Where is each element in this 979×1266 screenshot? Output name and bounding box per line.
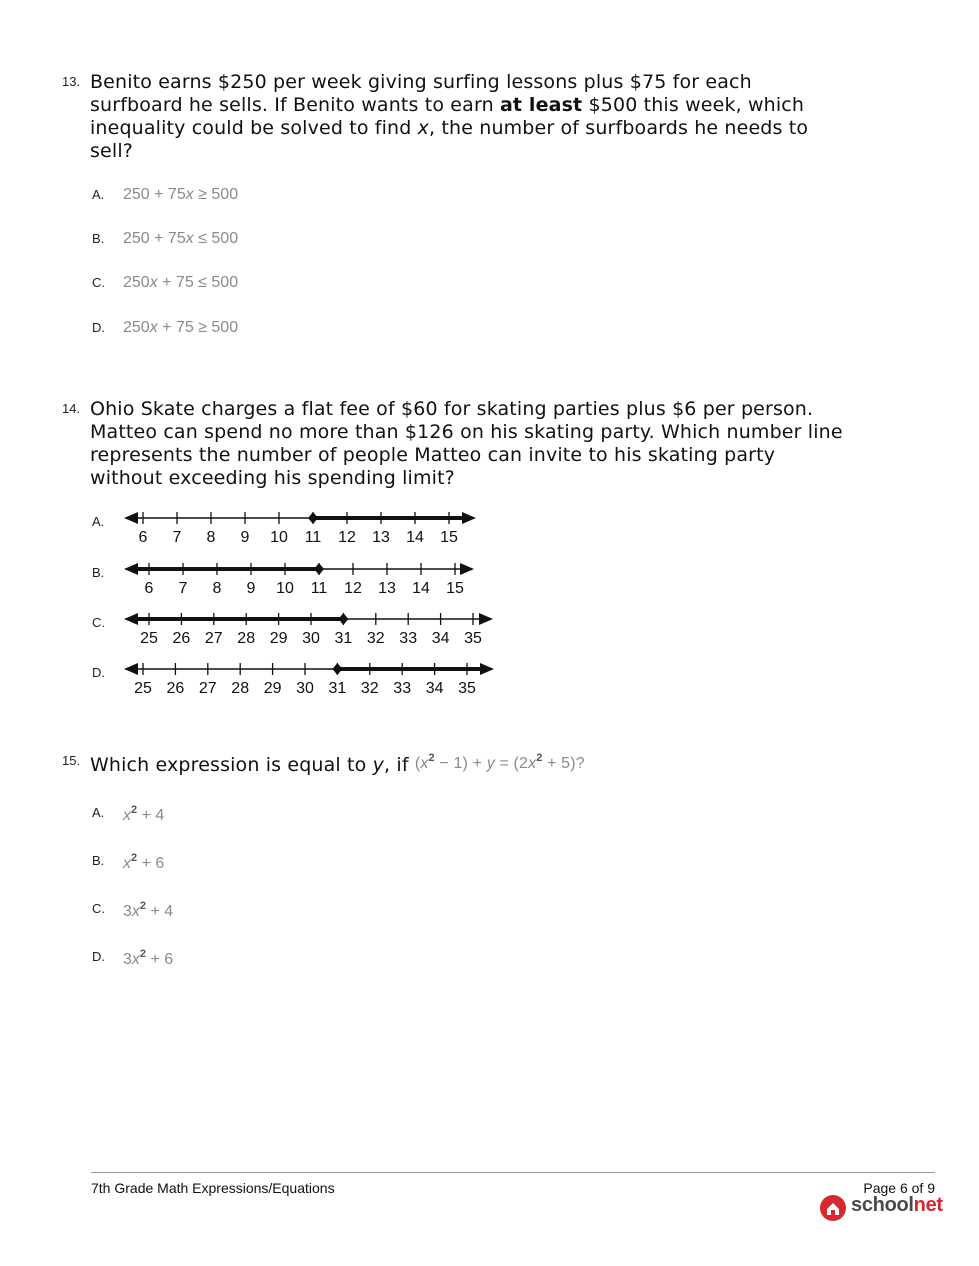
tick-label: 34 xyxy=(425,680,444,697)
question-number: 14. xyxy=(62,401,81,416)
tick-label: 11 xyxy=(304,529,322,546)
question-text: Benito earns $250 per week giving surfing lessons plus $75 for each surfboard he sells. If Benito wants to earn at least $500 this week, which inequality could be solved to find x, the number of surfboards he needs to sell? xyxy=(90,71,809,162)
option-letter: B. xyxy=(92,853,105,868)
tick-label: 13 xyxy=(372,529,390,546)
tick-label: 12 xyxy=(344,580,362,597)
tick-label: 26 xyxy=(166,680,185,697)
tick-label: 11 xyxy=(310,580,328,597)
tick-label: 34 xyxy=(431,630,450,647)
tick-label: 27 xyxy=(198,680,217,697)
tick-label: 10 xyxy=(270,529,288,546)
equation: $(x^2 - 1) + y = (2x^2 + 5)$? xyxy=(414,752,585,772)
tick-label: 29 xyxy=(269,630,288,647)
option-expression: $x^2 + 4$ xyxy=(123,804,165,824)
tick-label: 35 xyxy=(464,630,482,647)
tick-label: 6 xyxy=(138,529,148,546)
tick-label: 26 xyxy=(172,630,191,647)
tick-label: 8 xyxy=(212,580,222,597)
closed-point xyxy=(308,512,318,524)
right-arrow-icon xyxy=(460,563,474,575)
home-icon xyxy=(820,1195,846,1221)
option-expression: 250 + 75x ≤ 500 xyxy=(123,230,239,247)
option-letter: C. xyxy=(92,615,105,630)
tick-label: 35 xyxy=(458,680,476,697)
tick-label: 9 xyxy=(240,529,250,546)
tick-label: 13 xyxy=(378,580,396,597)
question-text: Which expression is equal to y, if $(x^2 - 1) + y = (2x^2 + 5)$? xyxy=(90,752,585,776)
left-arrow-icon xyxy=(124,663,138,675)
option-expression: $3x^2 + 6$ xyxy=(123,948,174,968)
option-letter: A. xyxy=(92,514,105,529)
tick-label: 14 xyxy=(412,580,430,597)
option-expression: $3x^2 + 4$ xyxy=(123,900,174,920)
option-letter: C. xyxy=(92,901,105,916)
question-number: 13. xyxy=(62,74,81,89)
option-letter: D. xyxy=(92,665,105,680)
tick-label: 29 xyxy=(263,680,282,697)
right-arrow-icon xyxy=(479,613,493,625)
tick-label: 30 xyxy=(296,680,314,697)
tick-label: 28 xyxy=(237,630,256,647)
tick-label: 12 xyxy=(338,529,356,546)
option-expression: 250x + 75 ≤ 500 xyxy=(123,274,239,291)
emphasis-text: at least xyxy=(499,94,583,116)
option-letter: B. xyxy=(92,565,105,580)
option-letter: D. xyxy=(92,949,105,964)
left-arrow-icon xyxy=(124,512,138,524)
tick-label: 31 xyxy=(328,680,347,697)
tick-label: 14 xyxy=(406,529,424,546)
page-indicator: Page 6 of 9 xyxy=(863,1180,935,1196)
option-expression: 250 + 75x ≥ 500 xyxy=(123,186,239,203)
tick-label: 25 xyxy=(140,630,158,647)
option-letter: C. xyxy=(92,275,105,290)
option-letter: A. xyxy=(92,187,105,202)
tick-label: 33 xyxy=(393,680,412,697)
tick-label: 10 xyxy=(276,580,294,597)
tick-label: 27 xyxy=(204,630,223,647)
closed-point xyxy=(338,613,348,625)
option-letter: B. xyxy=(92,231,105,246)
tick-label: 7 xyxy=(178,580,188,597)
footer-divider xyxy=(91,1172,935,1173)
question-number: 15. xyxy=(62,753,81,768)
tick-label: 32 xyxy=(360,680,379,697)
option-expression: $x^2 + 6$ xyxy=(123,852,165,872)
tick-label: 15 xyxy=(440,529,458,546)
closed-point xyxy=(314,563,324,575)
tick-label: 31 xyxy=(334,630,353,647)
option-letter: A. xyxy=(92,805,105,820)
tick-label: 9 xyxy=(246,580,256,597)
logo-wordmark: schoolnet xyxy=(851,1194,943,1216)
tick-label: 32 xyxy=(366,630,385,647)
tick-label: 8 xyxy=(206,529,216,546)
tick-label: 15 xyxy=(446,580,464,597)
question-text: Ohio Skate charges a flat fee of $60 for skating parties plus $6 per person. Matteo can spend no more than $126 on his skating party. Which number line represents the number of people Matteo can invite to his skating party without exceeding his spending limit? xyxy=(90,398,843,489)
schoolnet-logo xyxy=(820,1194,943,1222)
closed-point xyxy=(332,663,342,675)
footer-title: 7th Grade Math Expressions/Equations xyxy=(91,1180,335,1196)
tick-label: 7 xyxy=(172,529,182,546)
tick-label: 30 xyxy=(302,630,320,647)
tick-label: 6 xyxy=(144,580,154,597)
option-expression: 250x + 75 ≥ 500 xyxy=(123,319,239,336)
tick-label: 28 xyxy=(231,680,250,697)
tick-label: 25 xyxy=(134,680,152,697)
tick-label: 33 xyxy=(399,630,418,647)
option-letter: D. xyxy=(92,320,105,335)
